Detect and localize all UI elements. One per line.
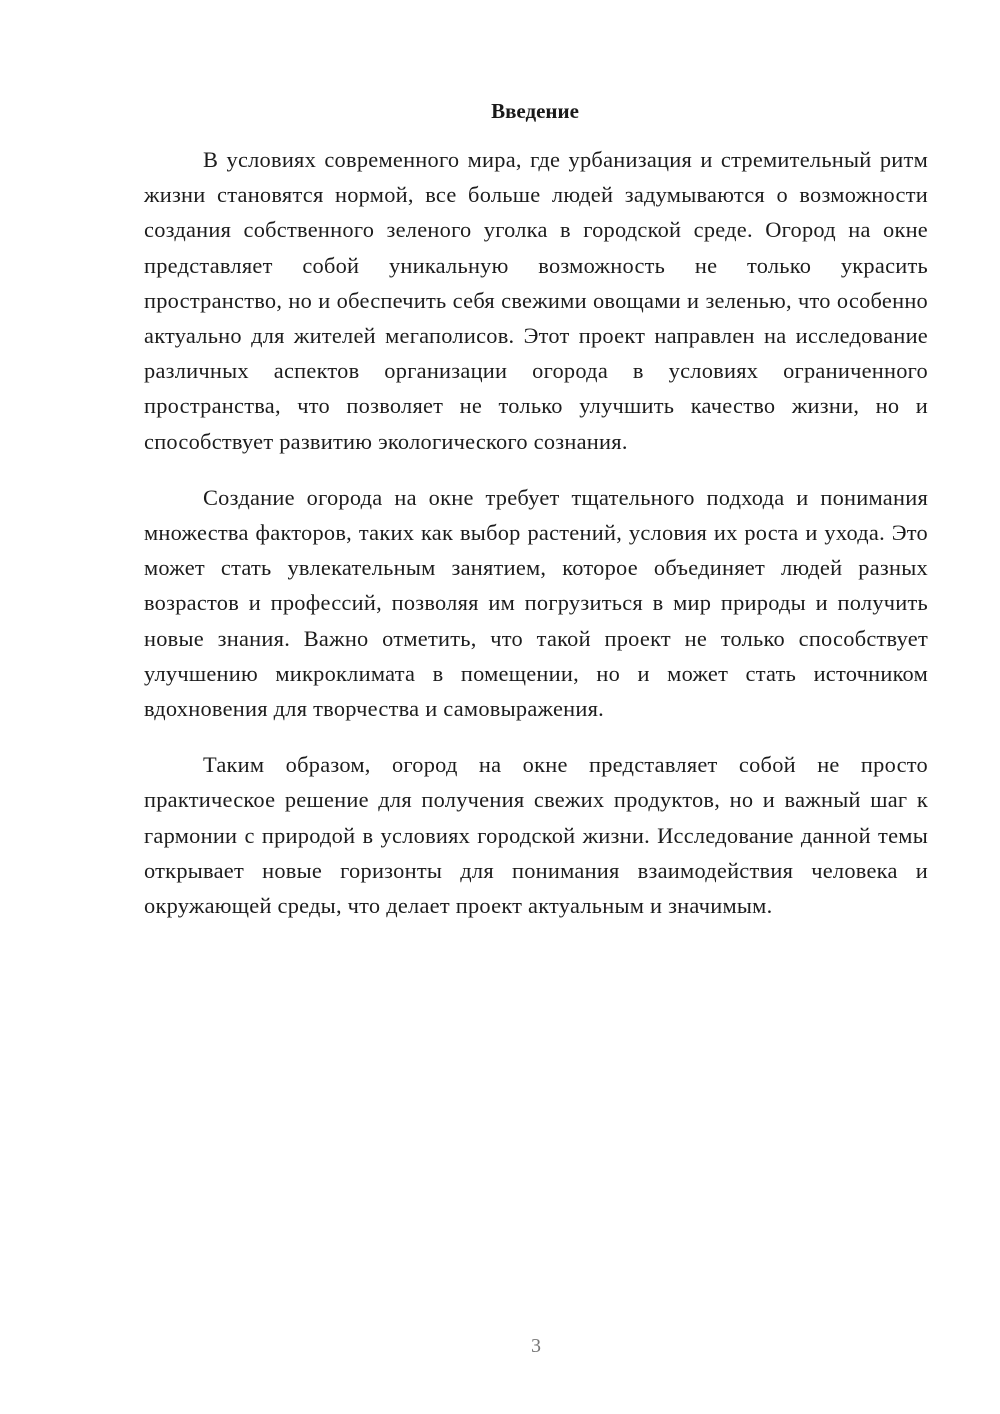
- paragraph-3: Таким образом, огород на окне представляет собой не просто практическое решение для получения свежих продуктов, но и важный шаг к гармонии с природой в условиях городской жизни. Исследование данной темы открывает новые горизонты для понимания взаимодействия человека и окружающей среды, что делает проект актуальным и значимым.: [144, 752, 928, 919]
- document-body: [144, 142, 928, 944]
- page-number: 3: [531, 1335, 541, 1357]
- paragraph-2: Создание огорода на окне требует тщательного подхода и понимания множества факторов, таких как выбор растений, условия их роста и ухода. Это может стать увлекательным занятием, которое объединяет людей разных возрастов и профессий, позволяя им погрузиться в мир природы и получить новые знания. Важно отметить, что такой проект не только способствует улучшению микроклимата в помещении, но и может стать источником вдохновения для творчества и самовыражения.: [144, 484, 928, 722]
- paragraph-1: В условиях современного мира, где урбанизация и стремительный ритм жизни становятся нормой, все больше людей задумываются о возможности создания собственного зеленого уголка в городской среде. Огород на окне представляет собой уникальную возможность не только украсить пространство, но и обеспечить себя свежими овощами и зеленью, что особенно актуально для жителей мегаполисов. Этот проект направлен на исследование различных аспектов организации огорода в условиях ограниченного пространства, что позволяет не только улучшить качество жизни, но и способствует развитию экологического сознания.: [144, 147, 928, 454]
- page-title: Введение: [491, 99, 579, 123]
